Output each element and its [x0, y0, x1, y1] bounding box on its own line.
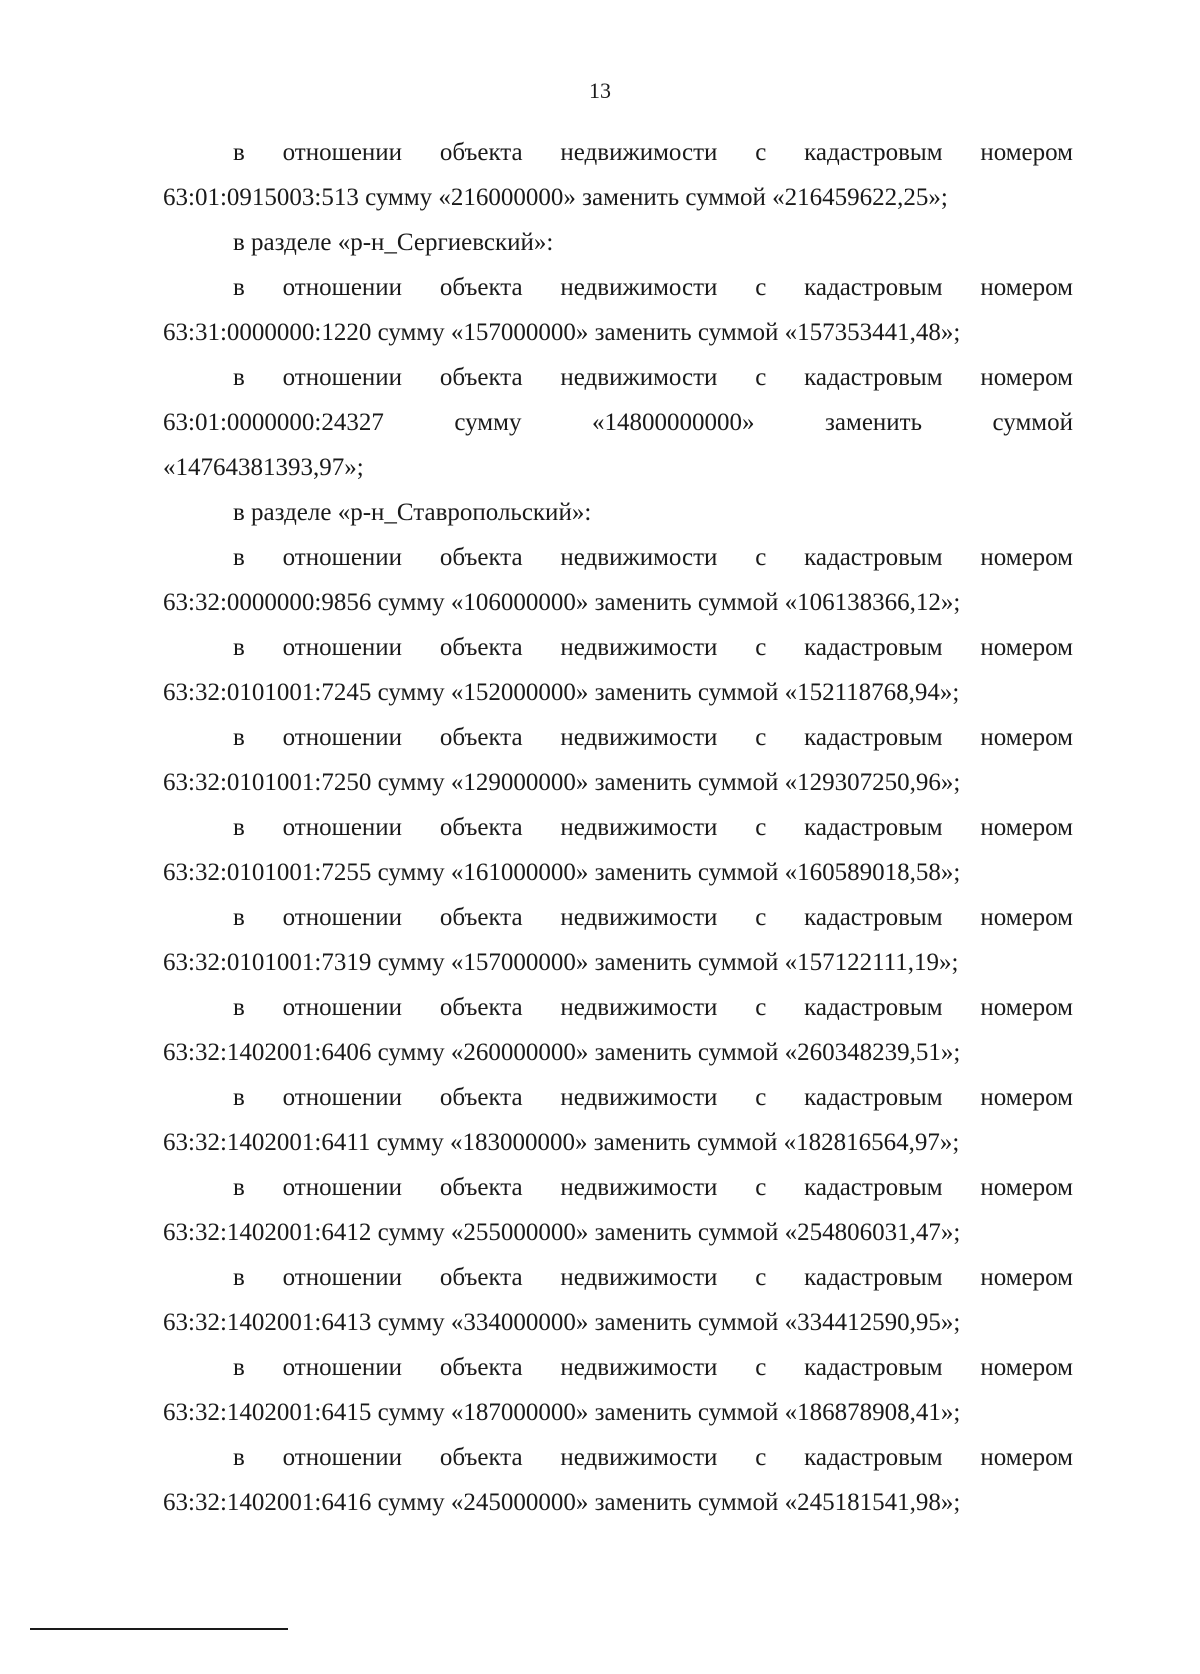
page-number: 13 [589, 78, 611, 103]
document-body [163, 130, 1073, 1525]
entry-line: 63:01:0000000:24327 сумму «14800000000» заменить суммой [163, 409, 1073, 436]
entry-line: в отношении объекта недвижимости с кадастровым номером [233, 1084, 1073, 1111]
entry-line: 63:32:0101001:7319 сумму «157000000» заменить суммой «157122111,19»; [163, 949, 959, 976]
footnote-separator [30, 1628, 288, 1630]
entry-line: в отношении объекта недвижимости с кадастровым номером [233, 544, 1073, 571]
entry-line: 63:32:1402001:6411 сумму «183000000» заменить суммой «182816564,97»; [163, 1129, 960, 1156]
entry-line: 63:32:0101001:7250 сумму «129000000» заменить суммой «129307250,96»; [163, 769, 961, 796]
section-heading: в разделе «р-н_Сергиевский»: [233, 229, 554, 256]
entry-line: 63:32:1402001:6415 сумму «187000000» заменить суммой «186878908,41»; [163, 1399, 961, 1426]
amendment-entry [163, 625, 1073, 715]
entry-line: в отношении объекта недвижимости с кадастровым номером [233, 1354, 1073, 1381]
amendment-entry [163, 715, 1073, 805]
entry-line: в отношении объекта недвижимости с кадастровым номером [233, 904, 1073, 931]
entry-line: «14764381393,97»; [163, 454, 364, 481]
entry-line: 63:01:0915003:513 сумму «216000000» заменить суммой «216459622,25»; [163, 184, 948, 211]
entry-line: в отношении объекта недвижимости с кадастровым номером [233, 364, 1073, 391]
entry-line: в отношении объекта недвижимости с кадастровым номером [233, 814, 1073, 841]
amendment-entry [163, 895, 1073, 985]
entry-line: в отношении объекта недвижимости с кадастровым номером [233, 994, 1073, 1021]
amendment-entry [163, 985, 1073, 1075]
entry-line: в отношении объекта недвижимости с кадастровым номером [233, 1174, 1073, 1201]
entry-line: 63:31:0000000:1220 сумму «157000000» заменить суммой «157353441,48»; [163, 319, 961, 346]
amendment-entry [163, 1345, 1073, 1435]
amendment-entry [163, 130, 1073, 220]
entry-line: 63:32:1402001:6412 сумму «255000000» заменить суммой «254806031,47»; [163, 1219, 961, 1246]
amendment-entry [163, 1075, 1073, 1165]
section-heading: в разделе «р-н_Ставропольский»: [233, 499, 592, 526]
entry-line: в отношении объекта недвижимости с кадастровым номером [233, 274, 1073, 301]
amendment-entry [163, 1435, 1073, 1525]
entry-line: в отношении объекта недвижимости с кадастровым номером [233, 139, 1073, 166]
amendment-entry [163, 355, 1073, 490]
entry-line: 63:32:0000000:9856 сумму «106000000» заменить суммой «106138366,12»; [163, 589, 961, 616]
entry-line: в отношении объекта недвижимости с кадастровым номером [233, 724, 1073, 751]
entry-line: 63:32:1402001:6406 сумму «260000000» заменить суммой «260348239,51»; [163, 1039, 961, 1066]
entry-line: в отношении объекта недвижимости с кадастровым номером [233, 1264, 1073, 1291]
entry-line: 63:32:0101001:7255 сумму «161000000» заменить суммой «160589018,58»; [163, 859, 961, 886]
amendment-entry [163, 1165, 1073, 1255]
amendment-entry [163, 535, 1073, 625]
entry-line: в отношении объекта недвижимости с кадастровым номером [233, 1444, 1073, 1471]
entry-line: в отношении объекта недвижимости с кадастровым номером [233, 634, 1073, 661]
entry-line: 63:32:0101001:7245 сумму «152000000» заменить суммой «152118768,94»; [163, 679, 960, 706]
amendment-entry [163, 805, 1073, 895]
amendment-entry [163, 1255, 1073, 1345]
entry-line: 63:32:1402001:6416 сумму «245000000» заменить суммой «245181541,98»; [163, 1489, 961, 1516]
entry-line: 63:32:1402001:6413 сумму «334000000» заменить суммой «334412590,95»; [163, 1309, 961, 1336]
amendment-entry [163, 265, 1073, 355]
